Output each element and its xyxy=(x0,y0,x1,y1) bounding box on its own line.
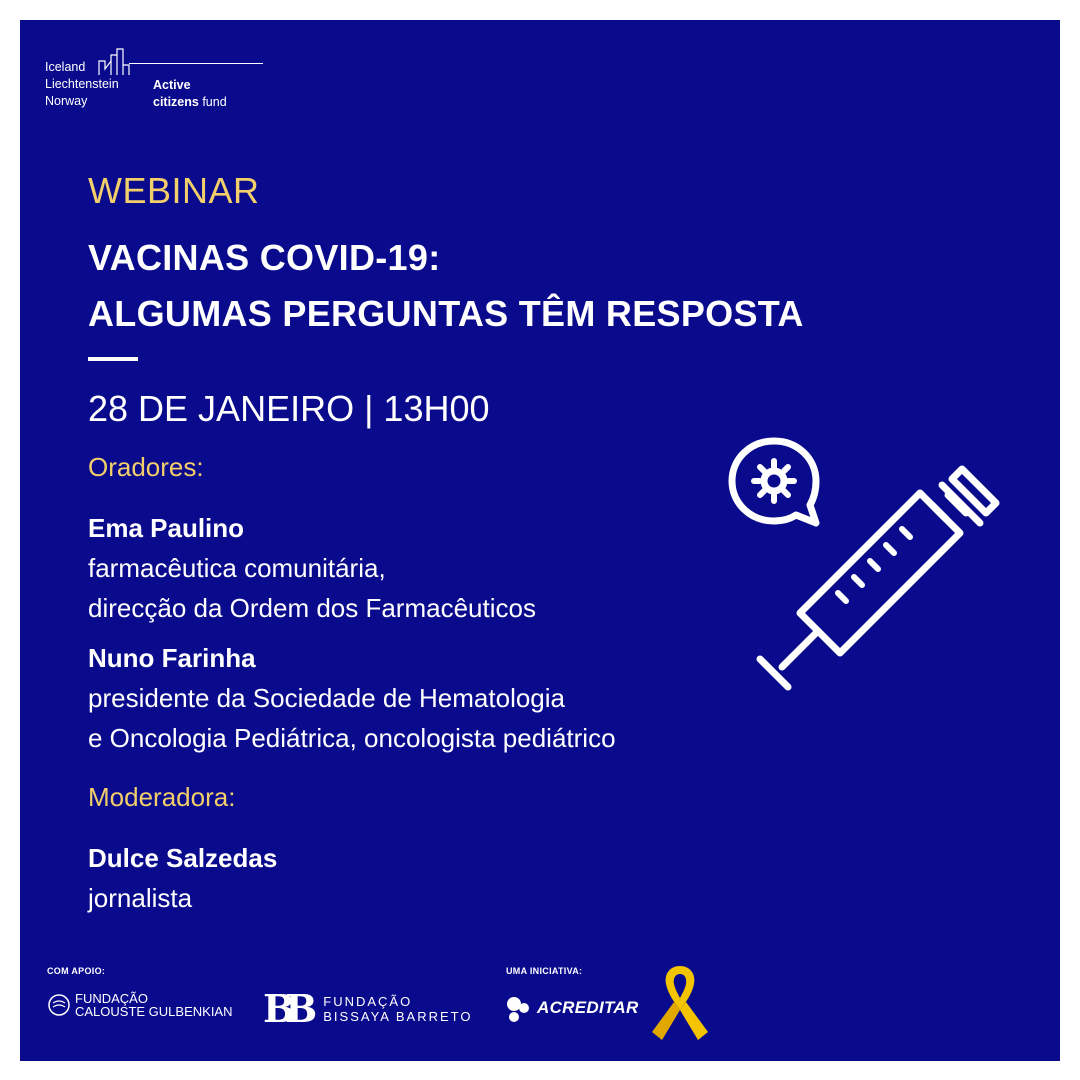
country-liechtenstein: Liechtenstein xyxy=(45,77,119,91)
gulbenkian-line2: CALOUSTE GULBENKIAN xyxy=(75,1004,233,1019)
speaker-ema-paulino xyxy=(88,508,536,628)
event-title xyxy=(88,230,804,342)
speakers-label: Oradores: xyxy=(88,452,204,482)
moderator-role: jornalista xyxy=(88,883,193,913)
moderator-label: Moderadora: xyxy=(88,782,236,812)
speaker-role: presidente da Sociedade de Hematologia xyxy=(88,683,566,713)
poster xyxy=(20,20,1060,1061)
support-label: COM APOIO: xyxy=(47,966,106,976)
title-line2: ALGUMAS PERGUNTAS TÊM RESPOSTA xyxy=(88,293,804,334)
event-date: 28 DE JANEIRO | 13H00 xyxy=(88,388,490,429)
country-iceland: Iceland xyxy=(45,60,86,74)
speaker-name: Ema Paulino xyxy=(88,513,245,543)
speaker-name: Nuno Farinha xyxy=(88,643,256,673)
syringe-icon xyxy=(760,469,996,687)
fund-line2-bold: citizens xyxy=(153,95,199,109)
active-citizens-fund xyxy=(153,77,227,111)
eea-grants-logo xyxy=(45,47,245,117)
fund-line2-rest: fund xyxy=(198,95,227,109)
gulbenkian-line1: FUNDAÇÃO xyxy=(75,991,148,1006)
gulbenkian-logo-icon xyxy=(47,993,71,1017)
title-line1: VACINAS COVID-19: xyxy=(88,237,441,278)
speaker-role: direcção da Ordem dos Farmacêuticos xyxy=(88,593,536,623)
bissaya-barreto-logo xyxy=(263,986,473,1031)
bissaya-barreto-mark: BB xyxy=(263,986,308,1031)
bissaya-line1: FUNDAÇÃO xyxy=(323,994,413,1009)
speaker-role: farmacêutica comunitária, xyxy=(88,553,386,583)
eea-grants-icon xyxy=(97,47,133,77)
moderator-name: Dulce Salzedas xyxy=(88,843,278,873)
eea-divider xyxy=(129,63,263,64)
fund-line1: Active xyxy=(153,78,191,92)
vaccine-illustration xyxy=(720,425,1020,695)
acreditar-wordmark: ACREDITAR xyxy=(537,998,639,1017)
initiative-label: UMA INICIATIVA: xyxy=(506,966,583,976)
gulbenkian-logo xyxy=(47,992,233,1018)
awareness-ribbon-icon xyxy=(640,960,720,1044)
country-norway: Norway xyxy=(45,94,88,108)
bissaya-line2: BISSAYA BARRETO xyxy=(323,1009,473,1024)
event-kicker: WEBINAR xyxy=(88,170,260,211)
speaker-nuno-farinha xyxy=(88,638,616,758)
moderator-dulce-salzedas xyxy=(88,838,277,918)
speaker-role: e Oncologia Pediátrica, oncologista pediátrico xyxy=(88,723,616,753)
gear-speech-bubble-icon xyxy=(732,441,816,523)
acreditar-logo-icon xyxy=(505,993,531,1023)
acreditar-logo xyxy=(505,993,639,1023)
title-divider xyxy=(88,357,138,361)
